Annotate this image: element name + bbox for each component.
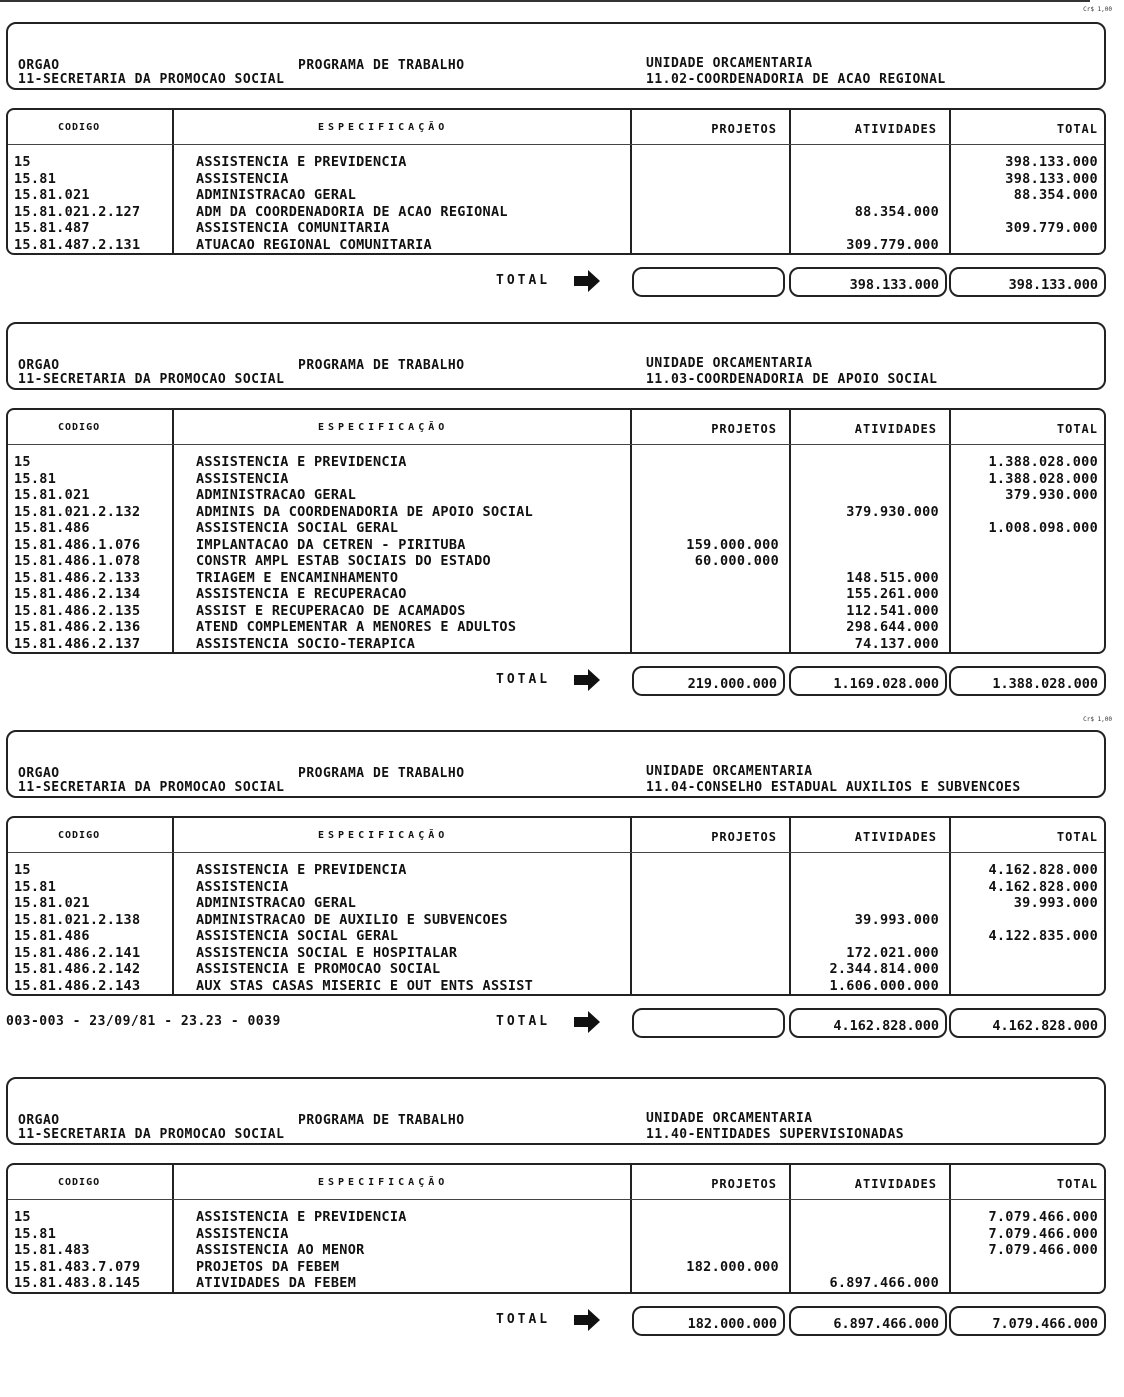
table-row [8, 487, 1104, 504]
codigo-cell: 15.81 [14, 1225, 57, 1242]
codigo-cell: 15.81.483.8.145 [14, 1275, 141, 1291]
total-projetos [632, 1008, 785, 1038]
especificacao-cell: PROJETOS DA FEBEM [196, 1258, 340, 1275]
projetos-cell: 182.000.000 [686, 1258, 779, 1275]
total-label: TOTAL [496, 672, 551, 687]
especificacao-cell: IMPLANTACAO DA CETREN - PIRITUBA [196, 536, 466, 553]
col-header-projetos: PROJETOS [711, 830, 777, 844]
table-row [8, 1259, 1104, 1276]
total-cell: 7.079.466.000 [988, 1242, 1098, 1258]
especificacao-cell: ADMINIS DA COORDENADORIA DE APOIO SOCIAL [196, 503, 534, 520]
table-row [8, 471, 1104, 488]
codigo-cell: 15.81.486 [14, 928, 90, 944]
especificacao-cell: ASSISTENCIA SOCIAL E HOSPITALAR [196, 944, 458, 961]
orgao-label: ORGAO [18, 1113, 60, 1128]
top-rule [0, 0, 1090, 2]
especificacao-cell: ASSISTENCIA E PREVIDENCIA [196, 454, 407, 470]
budget-section [6, 322, 1106, 692]
total-cell: 398.133.000 [1005, 170, 1098, 187]
col-header-atividades: ATIVIDADES [854, 1177, 937, 1191]
header-rule [8, 1199, 1104, 1200]
atividades-cell: 298.644.000 [846, 619, 939, 635]
total-row [6, 267, 1106, 297]
table-row [8, 895, 1104, 912]
codigo-cell: 15.81.486.2.134 [14, 586, 141, 602]
especificacao-cell: ATEND COMPLEMENTAR A MENORES E ADULTOS [196, 619, 517, 635]
total-projetos: 182.000.000 [632, 1306, 785, 1336]
especificacao-cell: ADMINISTRACAO GERAL [196, 187, 357, 203]
atividades-cell: 148.515.000 [846, 569, 939, 586]
codigo-cell: 15.81.486.2.136 [14, 619, 141, 635]
codigo-cell: 15 [14, 1209, 31, 1225]
header-rule [8, 144, 1104, 145]
budget-table [6, 816, 1106, 996]
table-row [8, 586, 1104, 603]
especificacao-cell: ASSISTENCIA COMUNITARIA [196, 220, 390, 236]
col-header-especificacao: ESPECIFICAÇÃO [318, 1177, 449, 1188]
especificacao-cell: TRIAGEM E ENCAMINHAMENTO [196, 569, 399, 586]
table-row [8, 928, 1104, 945]
codigo-cell: 15.81.021 [14, 895, 90, 911]
col-header-projetos: PROJETOS [711, 1177, 777, 1191]
especificacao-cell: ASSISTENCIA E PROMOCAO SOCIAL [196, 961, 441, 977]
especificacao-cell: ASSISTENCIA [196, 1225, 289, 1242]
total-label: TOTAL [496, 1014, 551, 1029]
col-header-especificacao: ESPECIFICAÇÃO [318, 422, 449, 433]
total-cell: 39.993.000 [1013, 895, 1098, 911]
total-row [6, 666, 1106, 696]
col-header-codigo: CODIGO [58, 1177, 101, 1188]
unidade-value: 11.40-ENTIDADES SUPERVISIONADAS [646, 1127, 905, 1142]
total-cell: 379.930.000 [1005, 487, 1098, 503]
especificacao-cell: ASSIST E RECUPERACAO DE ACAMADOS [196, 602, 466, 619]
arrow-right-icon [572, 1308, 602, 1332]
codigo-cell: 15.81 [14, 878, 57, 895]
especificacao-cell: ADM DA COORDENADORIA DE ACAO REGIONAL [196, 203, 508, 220]
codigo-cell: 15.81.486.2.143 [14, 977, 141, 994]
atividades-cell: 6.897.466.000 [829, 1275, 939, 1291]
codigo-cell: 15 [14, 154, 31, 170]
section-header [6, 322, 1106, 390]
table-row [8, 454, 1104, 471]
projetos-cell: 60.000.000 [694, 553, 779, 569]
col-header-codigo: CODIGO [58, 122, 101, 133]
col-header-total: TOTAL [1056, 1177, 1098, 1191]
programa-label: PROGRAMA DE TRABALHO [298, 358, 465, 373]
total-row [6, 1306, 1106, 1336]
currency-note: Cr$ 1,00 [1083, 6, 1112, 13]
col-header-atividades: ATIVIDADES [854, 422, 937, 436]
table-row [8, 619, 1104, 636]
table-row [8, 879, 1104, 896]
codigo-cell: 15 [14, 862, 31, 878]
table-row [8, 171, 1104, 188]
table-row [8, 862, 1104, 879]
table-row [8, 1242, 1104, 1259]
orgao-label: ORGAO [18, 58, 60, 73]
header-rule [8, 444, 1104, 445]
codigo-cell: 15.81.021 [14, 487, 90, 503]
especificacao-cell: ADMINISTRACAO GERAL [196, 895, 357, 911]
table-row [8, 553, 1104, 570]
orgao-label: ORGAO [18, 766, 60, 781]
unidade-label: UNIDADE ORCAMENTARIA [646, 356, 813, 371]
total-geral: 398.133.000 [949, 267, 1106, 297]
total-cell: 1.388.028.000 [988, 470, 1098, 487]
currency-note-2: Cr$ 1,00 [1083, 716, 1112, 723]
especificacao-cell: ASSISTENCIA E PREVIDENCIA [196, 862, 407, 878]
atividades-cell: 39.993.000 [854, 911, 939, 928]
table-row [8, 978, 1104, 995]
codigo-cell: 15.81.486.2.137 [14, 635, 141, 652]
budget-table [6, 1163, 1106, 1294]
especificacao-cell: ASSISTENCIA AO MENOR [196, 1242, 365, 1258]
budget-section [6, 1077, 1106, 1397]
especificacao-cell: ATIVIDADES DA FEBEM [196, 1275, 357, 1291]
table-row [8, 1209, 1104, 1226]
codigo-cell: 15.81.021.2.138 [14, 911, 141, 928]
budget-section [6, 730, 1106, 1050]
unidade-label: UNIDADE ORCAMENTARIA [646, 56, 813, 71]
total-cell: 4.162.828.000 [988, 878, 1098, 895]
total-atividades: 1.169.028.000 [789, 666, 947, 696]
codigo-cell: 15.81 [14, 470, 57, 487]
col-header-especificacao: ESPECIFICAÇÃO [318, 122, 449, 133]
table-row [8, 912, 1104, 929]
table-row [8, 187, 1104, 204]
col-header-projetos: PROJETOS [711, 422, 777, 436]
codigo-cell: 15.81.483.7.079 [14, 1258, 141, 1275]
especificacao-cell: ASSISTENCIA E RECUPERACAO [196, 586, 407, 602]
total-cell: 7.079.466.000 [988, 1225, 1098, 1242]
col-header-atividades: ATIVIDADES [854, 830, 937, 844]
atividades-cell: 309.779.000 [846, 236, 939, 253]
atividades-cell: 172.021.000 [846, 944, 939, 961]
budget-section [6, 22, 1106, 342]
total-cell: 398.133.000 [1005, 154, 1098, 170]
atividades-cell: 1.606.000.000 [829, 977, 939, 994]
section-header [6, 730, 1106, 798]
codigo-cell: 15.81.486.2.142 [14, 961, 141, 977]
codigo-cell: 15.81.486.1.076 [14, 536, 141, 553]
codigo-cell: 15.81.021 [14, 187, 90, 203]
codigo-cell: 15.81.486 [14, 520, 90, 536]
unidade-value: 11.03-COORDENADORIA DE APOIO SOCIAL [646, 372, 938, 387]
budget-table [6, 408, 1106, 654]
col-header-atividades: ATIVIDADES [854, 122, 937, 136]
especificacao-cell: ASSISTENCIA [196, 470, 289, 487]
table-row [8, 154, 1104, 171]
total-geral: 1.388.028.000 [949, 666, 1106, 696]
projetos-cell: 159.000.000 [686, 536, 779, 553]
total-cell: 88.354.000 [1013, 187, 1098, 203]
print-footer: 003-003 - 23/09/81 - 23.23 - 0039 [6, 1014, 281, 1029]
codigo-cell: 15.81.483 [14, 1242, 90, 1258]
orgao-value: 11-SECRETARIA DA PROMOCAO SOCIAL [18, 1127, 285, 1142]
table-row [8, 961, 1104, 978]
table-row [8, 204, 1104, 221]
col-header-total: TOTAL [1056, 122, 1098, 136]
codigo-cell: 15.81.021.2.132 [14, 503, 141, 520]
col-header-total: TOTAL [1056, 422, 1098, 436]
table-row [8, 220, 1104, 237]
arrow-right-icon [572, 269, 602, 293]
programa-label: PROGRAMA DE TRABALHO [298, 766, 465, 781]
total-atividades: 4.162.828.000 [789, 1008, 947, 1038]
table-row [8, 237, 1104, 254]
col-header-total: TOTAL [1056, 830, 1098, 844]
total-row [6, 1008, 1106, 1038]
codigo-cell: 15.81.487 [14, 220, 90, 236]
table-row [8, 1226, 1104, 1243]
col-header-codigo: CODIGO [58, 830, 101, 841]
especificacao-cell: ASSISTENCIA SOCIAL GERAL [196, 928, 399, 944]
table-row [8, 945, 1104, 962]
total-atividades: 6.897.466.000 [789, 1306, 947, 1336]
codigo-cell: 15.81.021.2.127 [14, 203, 141, 220]
especificacao-cell: ADMINISTRACAO GERAL [196, 487, 357, 503]
table-row [8, 1275, 1104, 1292]
table-row [8, 504, 1104, 521]
unidade-value: 11.02-COORDENADORIA DE ACAO REGIONAL [646, 72, 946, 87]
unidade-label: UNIDADE ORCAMENTARIA [646, 764, 813, 779]
programa-label: PROGRAMA DE TRABALHO [298, 1113, 465, 1128]
arrow-right-icon [572, 668, 602, 692]
col-header-especificacao: ESPECIFICAÇÃO [318, 830, 449, 841]
total-cell: 1.008.098.000 [988, 520, 1098, 536]
atividades-cell: 379.930.000 [846, 503, 939, 520]
orgao-value: 11-SECRETARIA DA PROMOCAO SOCIAL [18, 372, 285, 387]
orgao-value: 11-SECRETARIA DA PROMOCAO SOCIAL [18, 72, 285, 87]
col-header-codigo: CODIGO [58, 422, 101, 433]
codigo-cell: 15.81 [14, 170, 57, 187]
codigo-cell: 15.81.487.2.131 [14, 236, 141, 253]
table-row [8, 520, 1104, 537]
especificacao-cell: ASSISTENCIA E PREVIDENCIA [196, 154, 407, 170]
atividades-cell: 2.344.814.000 [829, 961, 939, 977]
atividades-cell: 155.261.000 [846, 586, 939, 602]
codigo-cell: 15 [14, 454, 31, 470]
especificacao-cell: AUX STAS CASAS MISERIC E OUT ENTS ASSIST [196, 977, 534, 994]
table-row [8, 570, 1104, 587]
total-cell: 4.162.828.000 [988, 862, 1098, 878]
section-header [6, 1077, 1106, 1145]
codigo-cell: 15.81.486.2.141 [14, 944, 141, 961]
especificacao-cell: ADMINISTRACAO DE AUXILIO E SUBVENCOES [196, 911, 508, 928]
total-cell: 309.779.000 [1005, 220, 1098, 236]
atividades-cell: 88.354.000 [854, 203, 939, 220]
atividades-cell: 74.137.000 [854, 635, 939, 652]
budget-table [6, 108, 1106, 255]
especificacao-cell: CONSTR AMPL ESTAB SOCIAIS DO ESTADO [196, 553, 491, 569]
total-label: TOTAL [496, 1311, 551, 1327]
unidade-value: 11.04-CONSELHO ESTADUAL AUXILIOS E SUBVENCOES [646, 780, 1021, 795]
total-geral: 7.079.466.000 [949, 1306, 1106, 1336]
especificacao-cell: ASSISTENCIA [196, 170, 289, 187]
especificacao-cell: ASSISTENCIA SOCIAL GERAL [196, 520, 399, 536]
header-rule [8, 852, 1104, 853]
col-header-projetos: PROJETOS [711, 122, 777, 136]
total-geral: 4.162.828.000 [949, 1008, 1106, 1038]
total-cell: 1.388.028.000 [988, 454, 1098, 470]
codigo-cell: 15.81.486.2.133 [14, 569, 141, 586]
total-cell: 4.122.835.000 [988, 928, 1098, 944]
total-projetos: 219.000.000 [632, 666, 785, 696]
table-row [8, 537, 1104, 554]
especificacao-cell: ASSISTENCIA [196, 878, 289, 895]
atividades-cell: 112.541.000 [846, 602, 939, 619]
unidade-label: UNIDADE ORCAMENTARIA [646, 1111, 813, 1126]
total-atividades: 398.133.000 [789, 267, 947, 297]
orgao-value: 11-SECRETARIA DA PROMOCAO SOCIAL [18, 780, 285, 795]
table-row [8, 603, 1104, 620]
especificacao-cell: ASSISTENCIA E PREVIDENCIA [196, 1209, 407, 1225]
arrow-right-icon [572, 1010, 602, 1034]
codigo-cell: 15.81.486.1.078 [14, 553, 141, 569]
total-cell: 7.079.466.000 [988, 1209, 1098, 1225]
orgao-label: ORGAO [18, 358, 60, 373]
total-projetos [632, 267, 785, 297]
section-header [6, 22, 1106, 90]
programa-label: PROGRAMA DE TRABALHO [298, 58, 465, 73]
total-label: TOTAL [496, 273, 551, 288]
especificacao-cell: ATUACAO REGIONAL COMUNITARIA [196, 236, 432, 253]
table-row [8, 636, 1104, 653]
especificacao-cell: ASSISTENCIA SOCIO-TERAPICA [196, 635, 416, 652]
codigo-cell: 15.81.486.2.135 [14, 602, 141, 619]
